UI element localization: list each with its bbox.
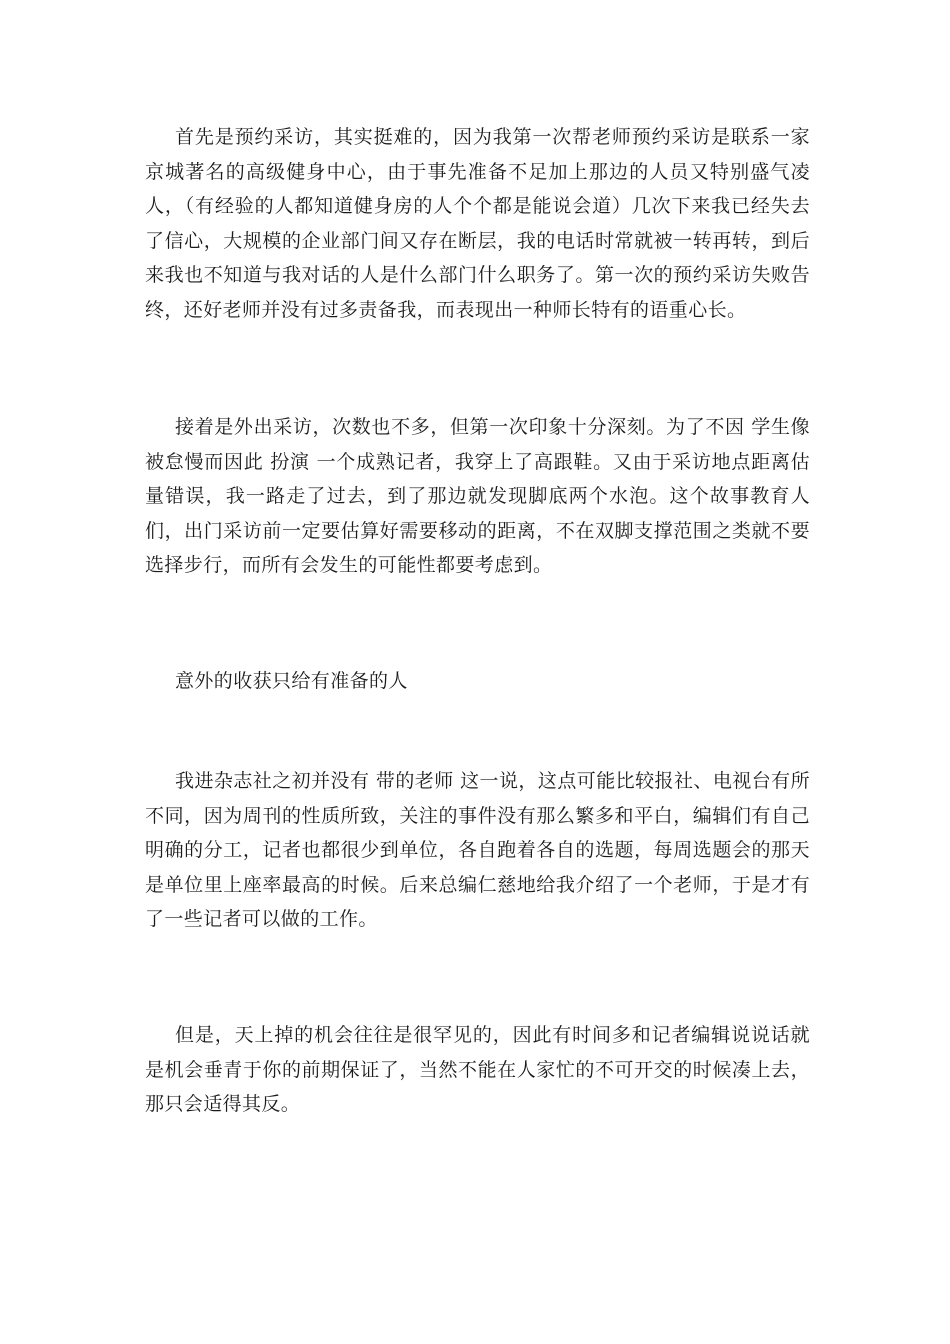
paragraph-magazine-start: 我进杂志社之初并没有 带的老师 这一说，这点可能比较报社、电视台有所不同，因为周刊的性质所致，关注的事件没有那么繁多和平白，编辑们有自己明确的分工，记者也都很少到单位，各自跑着各自的选题，每周选题会的那天是单位里上座率最高的时候。后来总编仁慈地给我介绍了一个老师，于是才有了一些记者可以做的工作。 xyxy=(145,770,810,930)
paragraph-opportunity: 但是，天上掉的机会往往是很罕见的，因此有时间多和记者编辑说说话就是机会垂青于你的前期保证了，当然不能在人家忙的不可开交的时候凑上去，那只会适得其反。 xyxy=(145,1024,810,1115)
paragraph-appointment-interview: 首先是预约采访，其实挺难的，因为我第一次帮老师预约采访是联系一家京城著名的高级健身中心，由于事先准备不足加上那边的人员又特别盛气凌人，（有经验的人都知道健身房的人个个都是能说会道）几次下来我已经失去了信心，大规模的企业部门间又存在断层，我的电话时常就被一转再转，到后来我也不知道与我对话的人是什么部门什么职务了。第一次的预约采访失败告终，还好老师并没有过多责备我，而表现出一种师长特有的语重心长。 xyxy=(145,126,810,321)
paragraph-field-interview: 接着是外出采访，次数也不多，但第一次印象十分深刻。为了不因 学生像被怠慢而因此 扮演 一个成熟记者，我穿上了高跟鞋。又由于采访地点距离估量错误，我一路走了过去，到了那边就发现脚底两个水泡。这个故事教育人们，出门采访前一定要估算好需要移动的距离，不在双脚支撑范围之类就不要选择步行，而所有会发生的可能性都要考虑到。 xyxy=(145,416,810,576)
section-heading: 意外的收获只给有准备的人 xyxy=(175,670,408,692)
